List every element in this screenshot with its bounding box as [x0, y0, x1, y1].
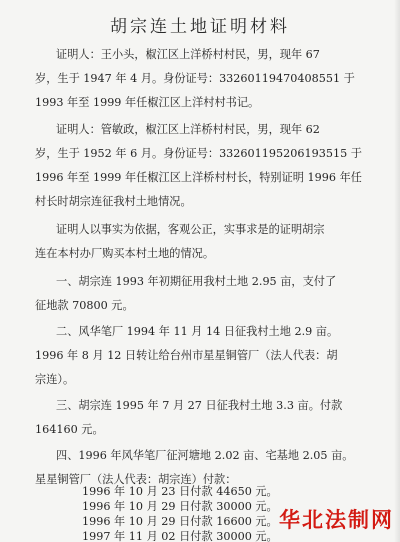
text-line: 星星铜管厂（法人代表：胡宗连）付款： [35, 473, 237, 486]
text-line: 1996 年至 1999 年任椒江区上洋桥村村长，特别证明 1996 年任 [35, 171, 362, 184]
payment-line: 1996 年 10 月 29 日付款 16600 元。 [82, 515, 278, 528]
text-line: 四、1996 年风华笔厂征河塘地 2.02 亩、宅基地 2.05 亩。 [56, 449, 354, 462]
payment-line: 1996 年 10 月 29 日付款 30000 元。 [82, 500, 278, 513]
text-line: 宗连）。 [35, 373, 75, 386]
text-line: 164160 元。 [35, 423, 104, 436]
text-line: 一、胡宗连 1993 年初期征用我村土地 2.95 亩，支付了 [56, 275, 337, 288]
text-line: 三、胡宗连 1995 年 7 月 27 日征我村土地 3.3 亩。付款 [56, 399, 343, 412]
page-shadow [394, 0, 400, 542]
text-line: 证明人：管敏政，椒江区上洋桥村村民，男，现年 62 [56, 123, 320, 136]
watermark-text: 华北法制网 [279, 508, 394, 532]
document-title: 胡宗连土地证明材料 [110, 17, 290, 37]
payment-line: 1996 年 10 月 23 日付款 44650 元。 [82, 485, 278, 498]
text-line: 1996 年 8 月 12 日转让给台州市星星铜管厂（法人代表：胡 [35, 349, 338, 362]
payment-line: 1997 年 11 月 02 日付款 30000 元。 [82, 530, 278, 542]
text-line: 岁，生于 1952 年 6 月。身份证号：33260119520619​3515 于 [35, 147, 362, 160]
text-line: 连在本村办厂购买本村土地的情况。 [35, 247, 215, 260]
text-line: 1993 年至 1999 年任椒江区上洋村村书记。 [35, 96, 260, 109]
text-line: 村长时胡宗连征我村土地情况。 [35, 195, 192, 208]
text-line: 证明人：王小头，椒江区上洋桥村村民，男，现年 67 [56, 48, 320, 61]
text-line: 岁，生于 1947 年 4 月。身份证号：332601194704085​51 于 [35, 72, 355, 85]
text-line: 二、风华笔厂 1994 年 11 月 14 日征我村土地 2.9 亩。 [56, 325, 339, 338]
text-line: 征地款 70800 元。 [35, 299, 134, 312]
text-line: 证明人以事实为依据，客观公正，实事求是的证明胡宗 [56, 223, 325, 236]
